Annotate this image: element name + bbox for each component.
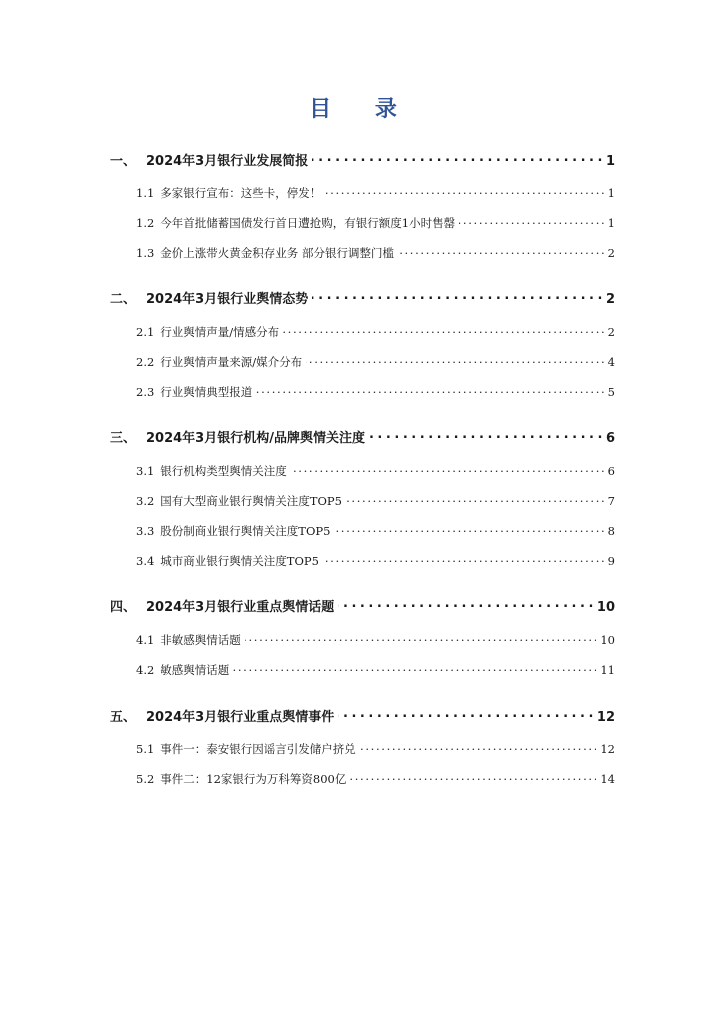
toc-entry-number: 2.3 [136,385,155,399]
toc-entry-section-2[interactable] [110,288,615,306]
toc-entry-3-1[interactable] [136,463,615,479]
toc-entry-page: 12 [596,710,615,725]
toc-entry-number: 5.1 [136,742,155,756]
toc-entry-page: 1 [607,216,615,230]
toc-entry-title: 股份制商业银行舆情关注度TOP5 [160,524,331,538]
toc-entry-number: 4.1 [136,633,155,647]
toc-entry-page: 10 [596,600,615,615]
toc-entry-section-3[interactable] [110,427,615,445]
toc-entry-5-2[interactable] [136,771,615,787]
toc-entry-1-1[interactable] [136,185,615,201]
toc-entry-section-5[interactable] [110,706,615,724]
toc-entry-title: 国有大型商业银行舆情关注度TOP5 [160,494,342,508]
toc-entry-title: 多家银行宣布：这些卡，停发！ [160,186,322,200]
toc-dot-leader [323,554,604,566]
toc-entry-page: 1 [605,154,615,169]
toc-entry-title: 城市商业银行舆情关注度TOP5 [160,554,319,568]
toc-entry-2-1[interactable] [136,324,615,340]
page-title: 目 录 [309,97,415,122]
toc-dot-leader [360,742,597,754]
toc-entry-number: 三、 [110,431,137,446]
toc-entry-title: 2024年3月银行业舆情态势 [146,292,309,307]
toc-entry-3-3[interactable] [136,523,615,539]
toc-entry-title: 2024年3月银行机构/品牌舆情关注度 [146,431,365,446]
toc-entry-page: 11 [600,663,615,677]
toc-entry-page: 1 [607,186,615,200]
toc-entry-number: 3.1 [136,464,155,478]
toc-entry-page: 2 [607,325,615,339]
toc-entry-title: 行业舆情声量来源/媒介分布 [160,355,303,369]
toc-entry-4-2[interactable] [136,662,615,678]
toc-entry-page: 8 [607,524,615,538]
toc-entry-page: 6 [607,464,615,478]
toc-dot-leader [346,494,604,506]
toc-dot-leader [398,246,604,258]
toc-entry-1-2[interactable] [136,215,615,231]
toc-dot-leader [338,708,593,721]
toc-entry-title: 非敏感舆情话题 [160,633,241,647]
toc-entry-title: 敏感舆情话题 [160,663,230,677]
toc-entry-3-4[interactable] [136,553,615,569]
toc-entry-title: 今年首批储蓄国债发行首日遭抢购，有银行额度1小时售罄 [160,216,456,230]
toc-entry-page: 10 [600,633,615,647]
toc-entry-number: 3.3 [136,524,155,538]
toc-entry-2-2[interactable] [136,354,615,370]
toc-dot-leader [312,290,602,303]
toc-entry-number: 3.4 [136,554,155,568]
toc-entry-number: 2.1 [136,325,155,339]
toc-entry-title: 行业舆情声量/情感分布 [160,325,280,339]
toc-dot-leader [256,385,603,397]
toc-entry-1-3[interactable] [136,245,615,261]
toc-entry-number: 5.2 [136,772,155,786]
toc-entry-2-3[interactable] [136,384,615,400]
toc-dot-leader [283,325,604,337]
toc-entry-page: 2 [607,246,615,260]
toc-entry-number: 1.1 [136,186,155,200]
toc-entry-5-1[interactable] [136,741,615,757]
toc-dot-leader [306,355,604,367]
toc-entry-number: 1.3 [136,246,155,260]
toc-entry-page: 4 [607,355,615,369]
toc-entry-title: 事件一：泰安银行因谣言引发储户挤兑 [160,742,356,756]
toc-entry-number: 一、 [110,154,137,169]
toc-entry-title: 2024年3月银行业发展简报 [146,154,309,169]
toc-entry-number: 四、 [110,600,137,615]
toc-dot-leader [312,152,602,165]
toc-dot-leader [459,216,604,228]
toc-entry-page: 7 [607,494,615,508]
toc-entry-3-2[interactable] [136,493,615,509]
toc-entry-number: 二、 [110,292,137,307]
toc-entry-number: 五、 [110,710,137,725]
toc-entry-title: 金价上涨带火黄金积存业务 部分银行调整门槛 [160,246,394,260]
toc-entry-section-1[interactable] [110,150,615,168]
toc-dot-leader [325,186,603,198]
toc-entry-title: 2024年3月银行业重点舆情事件 [146,710,335,725]
toc-dot-leader [334,524,603,536]
toc-dot-leader [291,464,604,476]
toc-entry-4-1[interactable] [136,632,615,648]
toc-dot-leader [233,663,596,675]
toc-dot-leader [369,429,602,442]
toc-entry-page: 6 [605,431,615,446]
toc-entry-number: 4.2 [136,663,155,677]
toc-entry-title: 2024年3月银行业重点舆情话题 [146,600,335,615]
toc-entry-title: 事件二：12家银行为万科筹资800亿 [160,772,347,786]
toc-entry-page: 12 [600,742,615,756]
toc-entry-page: 9 [607,554,615,568]
toc-entry-number: 3.2 [136,494,155,508]
toc-entry-number: 1.2 [136,216,155,230]
toc-dot-leader [338,598,593,611]
toc-entry-title: 银行机构类型舆情关注度 [160,464,287,478]
toc-entry-page: 2 [605,292,615,307]
toc-dot-leader [245,633,597,645]
toc-entry-page: 5 [607,385,615,399]
toc-entry-page: 14 [600,772,615,786]
toc-entry-number: 2.2 [136,355,155,369]
toc-dot-leader [350,772,596,784]
toc-entry-title: 行业舆情典型报道 [160,385,253,399]
toc-entry-section-4[interactable] [110,596,615,614]
